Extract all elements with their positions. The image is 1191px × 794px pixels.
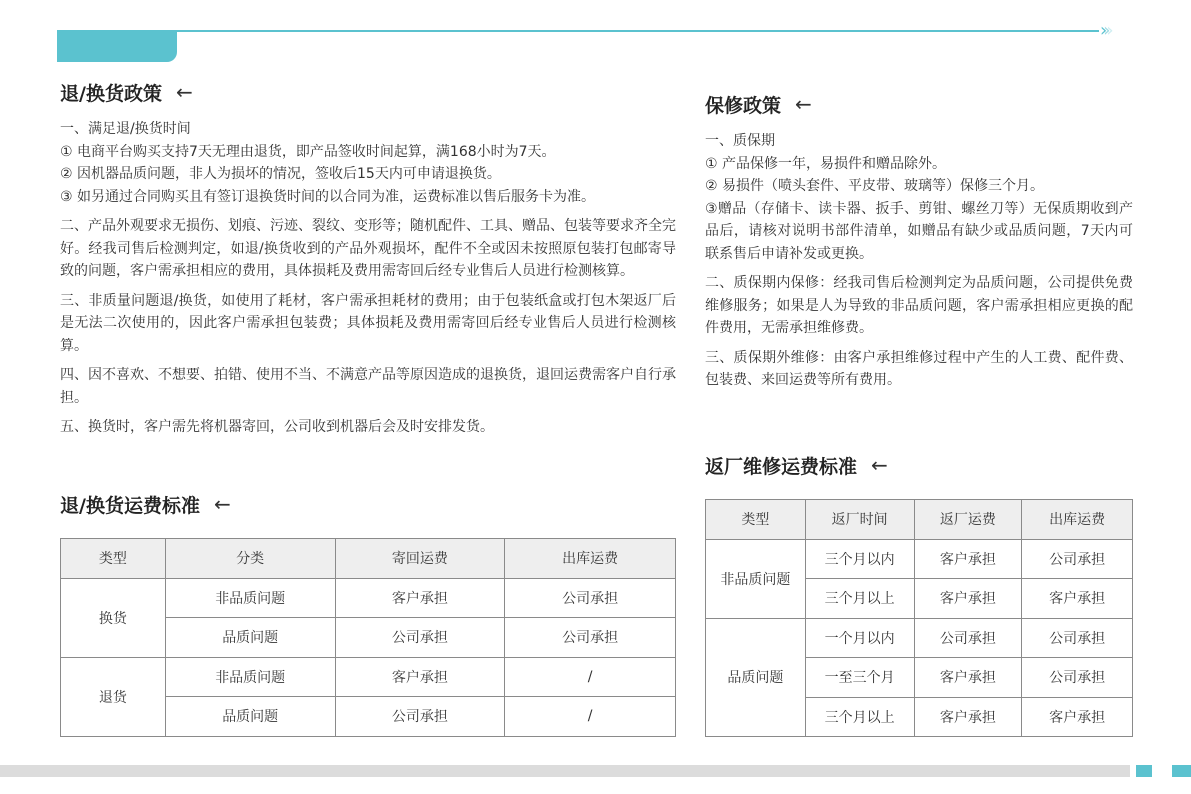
- table-header-row: [61, 539, 676, 579]
- table-cell: 客户承担: [914, 658, 1022, 698]
- table-cell: 一个月以内: [805, 618, 914, 658]
- table-cell: 公司承担: [1022, 539, 1133, 579]
- return-policy-item: 一、满足退/换货时间: [60, 121, 191, 137]
- table-row: [61, 657, 676, 697]
- table-cell: 客户承担: [914, 579, 1022, 619]
- footer-accent-square: [1172, 765, 1191, 777]
- arrow-left-icon: ←: [871, 453, 888, 477]
- warranty-policy-item: 三、质保期外维修：由客户承担维修过程中产生的人工费、配件费、包装费、来回运费等所有费用。: [705, 349, 1133, 388]
- table-cell: 三个月以内: [805, 539, 914, 579]
- table-type-cell: 非品质问题: [706, 539, 806, 618]
- table-row: [61, 578, 676, 618]
- warranty-policy-item: 一、质保期: [705, 133, 775, 149]
- return-policy-title-text: 退/换货政策: [60, 82, 162, 105]
- table-type-cell: 换货: [61, 578, 166, 657]
- table-row: [706, 618, 1133, 658]
- warranty-policy-title: [705, 90, 1133, 118]
- table-cell: /: [505, 697, 676, 737]
- header-chevrons-icon: ›››: [1100, 20, 1110, 41]
- header-accent-line: [177, 30, 1099, 32]
- return-policy-item: 二、产品外观要求无损伤、划痕、污迹、裂纹、变形等；随机配件、工具、赠品、包装等要求齐全完好。经我司售后检测判定，如退/换货收到的产品外观损坏，配件不全或因未按照原包装打包邮寄导致的问题，客户需承担相应的费用，具体损耗及费用需寄回后经专业售后人员进行检测核算。: [60, 218, 676, 279]
- table-header-cell: 类型: [61, 539, 166, 579]
- warranty-policy-item: 二、质保期内保修：经我司售后检测判定为品质问题，公司提供免费维修服务；如果是人为导致的非品质问题，客户需承担相应更换的配件费用，无需承担维修费。: [705, 275, 1133, 336]
- table-cell: 非品质问题: [165, 578, 335, 618]
- table-header-cell: 寄回运费: [335, 539, 505, 579]
- footer-accent-square: [1136, 765, 1152, 777]
- warranty-policy-item: ③赠品（存储卡、读卡器、扳手、剪钳、螺丝刀等）无保质期收到产品后，请核对说明书部件清单，如赠品有缺少或品质问题，7天内可联系售后申请补发或更换。: [705, 200, 1133, 262]
- warranty-policy-item: ① 产品保修一年，易损件和赠品除外。: [705, 155, 946, 172]
- repair-fee-title-text: 返厂维修运费标准: [705, 455, 858, 478]
- table-cell: 客户承担: [1022, 697, 1133, 737]
- table-cell: 公司承担: [505, 618, 676, 658]
- table-cell: 三个月以上: [805, 579, 914, 619]
- table-cell: 品质问题: [165, 618, 335, 658]
- table-cell: 公司承担: [335, 618, 505, 658]
- table-header-cell: 返厂运费: [914, 500, 1022, 540]
- arrow-left-icon: ←: [795, 92, 812, 116]
- repair-fee-section: [705, 451, 1133, 737]
- table-type-cell: 品质问题: [706, 618, 806, 737]
- return-policy-item: ① 电商平台购买支持7天无理由退货，即产品签收时间起算，满168小时为7天。: [60, 143, 556, 160]
- footer-bar: [0, 765, 1130, 777]
- return-policy-item: ③ 如另通过合同购买且有签订退换货时间的以合同为准，运费标准以售后服务卡为准。: [60, 188, 595, 205]
- return-fee-table: [60, 538, 676, 737]
- arrow-left-icon: ←: [175, 80, 193, 104]
- header-accent-tab: [57, 30, 177, 62]
- table-header-row: [706, 500, 1133, 540]
- table-cell: 客户承担: [335, 657, 505, 697]
- return-policy-section: [60, 78, 676, 439]
- table-row: [706, 539, 1133, 579]
- return-policy-item: 四、因不喜欢、不想要、拍错、使用不当、不满意产品等原因造成的退换货，退回运费需客户自行承担。: [60, 367, 676, 406]
- return-policy-item: ② 因机器品质问题，非人为损坏的情况，签收后15天内可申请退换货。: [60, 166, 501, 182]
- table-cell: 客户承担: [914, 539, 1022, 579]
- return-fee-title-text: 退/换货运费标准: [60, 494, 200, 517]
- return-fee-title: [60, 490, 676, 518]
- repair-fee-title: [705, 451, 1133, 479]
- table-header-cell: 出库运费: [1022, 500, 1133, 540]
- table-cell: 三个月以上: [805, 697, 914, 737]
- table-cell: 客户承担: [1022, 579, 1133, 619]
- repair-fee-table: [705, 499, 1133, 737]
- return-fee-section: [60, 490, 676, 737]
- table-type-cell: 退货: [61, 657, 166, 736]
- table-cell: 公司承担: [1022, 618, 1133, 658]
- table-cell: 非品质问题: [165, 657, 335, 697]
- table-cell: 公司承担: [335, 697, 505, 737]
- table-header-cell: 类型: [706, 500, 806, 540]
- return-policy-item: 五、换货时，客户需先将机器寄回，公司收到机器后会及时安排发货。: [60, 419, 494, 435]
- warranty-policy-item: ② 易损件（喷头套件、平皮带、玻璃等）保修三个月。: [705, 178, 1044, 194]
- arrow-left-icon: ←: [213, 492, 231, 516]
- warranty-policy-title-text: 保修政策: [705, 94, 782, 117]
- return-policy-item: 三、非质量问题退/换货，如使用了耗材，客户需承担耗材的费用；由于包装纸盒或打包木架返厂后是无法二次使用的，因此客户需承担包装费；具体损耗及费用需寄回后经专业售后人员进行检测核算。: [60, 292, 676, 354]
- table-cell: 一至三个月: [805, 658, 914, 698]
- table-cell: 客户承担: [914, 697, 1022, 737]
- warranty-policy-section: [705, 90, 1133, 392]
- table-cell: /: [505, 657, 676, 697]
- table-cell: 公司承担: [1022, 658, 1133, 698]
- table-cell: 客户承担: [335, 578, 505, 618]
- table-header-cell: 分类: [165, 539, 335, 579]
- table-cell: 公司承担: [505, 578, 676, 618]
- table-cell: 公司承担: [914, 618, 1022, 658]
- table-cell: 品质问题: [165, 697, 335, 737]
- return-policy-title: [60, 78, 676, 106]
- table-header-cell: 返厂时间: [805, 500, 914, 540]
- table-header-cell: 出库运费: [505, 539, 676, 579]
